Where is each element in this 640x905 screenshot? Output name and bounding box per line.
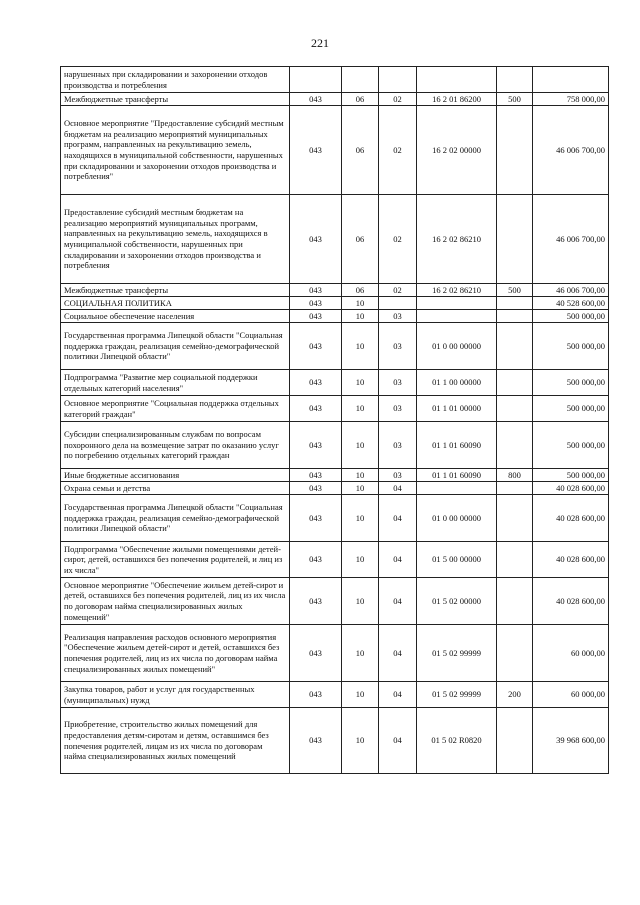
- amount: [533, 67, 609, 93]
- section-code: 10: [342, 396, 379, 422]
- amount: 46 006 700,00: [533, 195, 609, 284]
- amount: 500 000,00: [533, 469, 609, 482]
- amount: 40 028 600,00: [533, 482, 609, 495]
- section-code: 10: [342, 297, 379, 310]
- section-code: 10: [342, 495, 379, 542]
- expense-type-code: [497, 422, 533, 469]
- row-name: Межбюджетные трансферты: [61, 93, 290, 106]
- section-code: 10: [342, 469, 379, 482]
- ved-code: 043: [290, 195, 342, 284]
- ved-code: 043: [290, 370, 342, 396]
- target-code: [417, 297, 497, 310]
- target-code: [417, 310, 497, 323]
- table-row: [61, 482, 609, 495]
- subsection-code: 04: [379, 625, 417, 682]
- expense-type-code: 500: [497, 284, 533, 297]
- ved-code: 043: [290, 310, 342, 323]
- expense-type-code: [497, 67, 533, 93]
- subsection-code: 04: [379, 682, 417, 708]
- target-code: 01 1 01 60090: [417, 422, 497, 469]
- target-code: 16 2 02 86210: [417, 195, 497, 284]
- target-code: 16 2 02 00000: [417, 106, 497, 195]
- amount: 500 000,00: [533, 310, 609, 323]
- expense-type-code: [497, 310, 533, 323]
- amount: 40 028 600,00: [533, 542, 609, 578]
- amount: 40 028 600,00: [533, 578, 609, 625]
- expense-type-code: [497, 195, 533, 284]
- amount: 39 968 600,00: [533, 708, 609, 774]
- target-code: 01 1 01 60090: [417, 469, 497, 482]
- target-code: 01 5 02 R0820: [417, 708, 497, 774]
- subsection-code: 02: [379, 106, 417, 195]
- table-row: [61, 310, 609, 323]
- subsection-code: 04: [379, 482, 417, 495]
- ved-code: 043: [290, 495, 342, 542]
- table-row: [61, 297, 609, 310]
- table-row: [61, 323, 609, 370]
- ved-code: 043: [290, 469, 342, 482]
- amount: 40 528 600,00: [533, 297, 609, 310]
- table-row: [61, 422, 609, 469]
- subsection-code: 04: [379, 708, 417, 774]
- row-name: нарушенных при складировании и захоронении отходов производства и потребления: [61, 67, 290, 93]
- row-name: Основное мероприятие "Социальная поддержка отдельных категорий граждан": [61, 396, 290, 422]
- expense-type-code: [497, 495, 533, 542]
- table-row: [61, 682, 609, 708]
- target-code: 16 2 01 86200: [417, 93, 497, 106]
- ved-code: 043: [290, 625, 342, 682]
- ved-code: 043: [290, 106, 342, 195]
- section-code: 10: [342, 682, 379, 708]
- expense-type-code: [497, 625, 533, 682]
- expense-type-code: [497, 708, 533, 774]
- section-code: 10: [342, 625, 379, 682]
- row-name: Основное мероприятие "Предоставление субсидий местным бюджетам на реализацию мероприятий муниципальных программ, направленных на рекультивацию земель, находящихся в муниципальной собственности, нарушенных при складировании и захоронении отходов производства и потребления": [61, 106, 290, 195]
- subsection-code: 03: [379, 469, 417, 482]
- target-code: 01 1 00 00000: [417, 370, 497, 396]
- row-name: СОЦИАЛЬНАЯ ПОЛИТИКА: [61, 297, 290, 310]
- section-code: 06: [342, 284, 379, 297]
- table-row: [61, 93, 609, 106]
- section-code: 10: [342, 422, 379, 469]
- row-name: Приобретение, строительство жилых помещений для предоставления детям-сиротам и детям, оставшимся без попечения родителей, лицам из их числа по договорам найма специализированных жилых помещений: [61, 708, 290, 774]
- row-name: Подпрограмма "Развитие мер социальной поддержки отдельных категорий населения": [61, 370, 290, 396]
- ved-code: 043: [290, 396, 342, 422]
- section-code: 10: [342, 310, 379, 323]
- row-name: Субсидии специализированным службам по вопросам похоронного дела на возмещение затрат по оказанию услуг по погребению отдельных категорий граждан: [61, 422, 290, 469]
- row-name: Иные бюджетные ассигнования: [61, 469, 290, 482]
- expense-type-code: [497, 323, 533, 370]
- ved-code: 043: [290, 482, 342, 495]
- expense-type-code: [497, 106, 533, 195]
- amount: 60 000,00: [533, 682, 609, 708]
- target-code: [417, 67, 497, 93]
- target-code: 01 0 00 00000: [417, 323, 497, 370]
- amount: 60 000,00: [533, 625, 609, 682]
- row-name: Социальное обеспечение населения: [61, 310, 290, 323]
- table-row: [61, 284, 609, 297]
- table-row: [61, 67, 609, 93]
- amount: 758 000,00: [533, 93, 609, 106]
- page-number: 221: [311, 36, 329, 50]
- ved-code: 043: [290, 422, 342, 469]
- ved-code: 043: [290, 708, 342, 774]
- table-row: [61, 370, 609, 396]
- ved-code: 043: [290, 542, 342, 578]
- ved-code: 043: [290, 578, 342, 625]
- subsection-code: 03: [379, 396, 417, 422]
- section-code: [342, 67, 379, 93]
- ved-code: 043: [290, 297, 342, 310]
- subsection-code: 02: [379, 195, 417, 284]
- subsection-code: 04: [379, 542, 417, 578]
- expense-type-code: 800: [497, 469, 533, 482]
- row-name: Государственная программа Липецкой области "Социальная поддержка граждан, реализация семейно-демографической политики Липецкой области": [61, 495, 290, 542]
- section-code: 10: [342, 542, 379, 578]
- subsection-code: [379, 297, 417, 310]
- target-code: 01 5 02 99999: [417, 625, 497, 682]
- row-name: Подпрограмма "Обеспечение жилыми помещениями детей-сирот, детей, оставшихся без попечения родителей, и лиц из их числа": [61, 542, 290, 578]
- amount: 40 028 600,00: [533, 495, 609, 542]
- target-code: [417, 482, 497, 495]
- ved-code: 043: [290, 284, 342, 297]
- ved-code: 043: [290, 682, 342, 708]
- table-row: [61, 195, 609, 284]
- section-code: 10: [342, 708, 379, 774]
- expense-type-code: [497, 482, 533, 495]
- amount: 500 000,00: [533, 422, 609, 469]
- section-code: 06: [342, 106, 379, 195]
- target-code: 16 2 02 86210: [417, 284, 497, 297]
- subsection-code: [379, 67, 417, 93]
- subsection-code: 03: [379, 422, 417, 469]
- subsection-code: 03: [379, 310, 417, 323]
- table-row: [61, 625, 609, 682]
- table-row: [61, 578, 609, 625]
- target-code: 01 1 01 00000: [417, 396, 497, 422]
- expense-type-code: [497, 297, 533, 310]
- amount: 500 000,00: [533, 396, 609, 422]
- section-code: 10: [342, 370, 379, 396]
- table-row: [61, 396, 609, 422]
- table-row: [61, 469, 609, 482]
- section-code: 06: [342, 195, 379, 284]
- expense-type-code: [497, 370, 533, 396]
- ved-code: [290, 67, 342, 93]
- target-code: 01 5 00 00000: [417, 542, 497, 578]
- expense-type-code: [497, 396, 533, 422]
- section-code: 10: [342, 578, 379, 625]
- target-code: 01 0 00 00000: [417, 495, 497, 542]
- subsection-code: 03: [379, 370, 417, 396]
- table-row: [61, 106, 609, 195]
- amount: 46 006 700,00: [533, 284, 609, 297]
- subsection-code: 03: [379, 323, 417, 370]
- row-name: Основное мероприятие "Обеспечение жильем детей-сирот и детей, оставшихся без попечения родителей, лиц из их числа по договорам найма специализированных жилых помещений": [61, 578, 290, 625]
- table-row: [61, 542, 609, 578]
- table-row: [61, 708, 609, 774]
- target-code: 01 5 02 00000: [417, 578, 497, 625]
- row-name: Закупка товаров, работ и услуг для государственных (муниципальных) нужд: [61, 682, 290, 708]
- ved-code: 043: [290, 323, 342, 370]
- target-code: 01 5 02 99999: [417, 682, 497, 708]
- amount: 500 000,00: [533, 370, 609, 396]
- expense-type-code: 200: [497, 682, 533, 708]
- row-name: Реализация направления расходов основного мероприятия "Обеспечение жильем детей-сирот и детей, оставшихся без попечения родителей, лиц из их числа по договорам найма специализированных жилых помещений": [61, 625, 290, 682]
- subsection-code: 02: [379, 93, 417, 106]
- row-name: Государственная программа Липецкой области "Социальная поддержка граждан, реализация семейно-демографической политики Липецкой области": [61, 323, 290, 370]
- expense-type-code: [497, 578, 533, 625]
- subsection-code: 04: [379, 495, 417, 542]
- subsection-code: 02: [379, 284, 417, 297]
- section-code: 10: [342, 323, 379, 370]
- table-row: [61, 495, 609, 542]
- section-code: 10: [342, 482, 379, 495]
- expense-type-code: [497, 542, 533, 578]
- ved-code: 043: [290, 93, 342, 106]
- row-name: Охрана семьи и детства: [61, 482, 290, 495]
- section-code: 06: [342, 93, 379, 106]
- expense-type-code: 500: [497, 93, 533, 106]
- row-name: Межбюджетные трансферты: [61, 284, 290, 297]
- budget-table: [60, 66, 609, 774]
- subsection-code: 04: [379, 578, 417, 625]
- amount: 46 006 700,00: [533, 106, 609, 195]
- amount: 500 000,00: [533, 323, 609, 370]
- row-name: Предоставление субсидий местным бюджетам на реализацию мероприятий муниципальных программ, направленных на рекультивацию земель, находящихся в муниципальной собственности, нарушенных при складировании и захоронении отходов производства и потребления: [61, 195, 290, 284]
